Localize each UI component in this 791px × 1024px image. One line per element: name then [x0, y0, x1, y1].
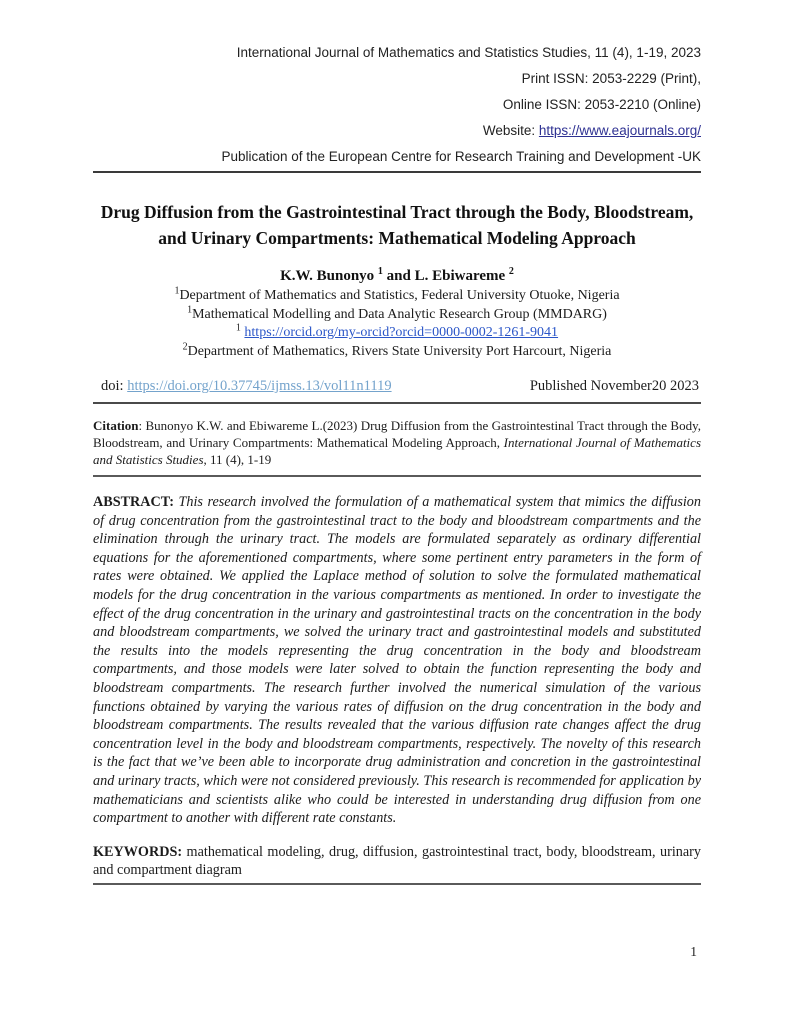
page-number: 1 — [690, 944, 697, 959]
abstract-body: This research involved the formulation of a mathematical system that mimics the diffusion of drug concentration from the gastrointestinal tract to the body and bloodstream compartments and the elimination through the urinary tract. The models are formulated separately as ordinary differential equations for the aforementioned compartments, where some pertinent entry parameters in the form of rates were obtained. We applied the Laplace method of solution to solve the formulated mathematical models for the drug concentration in the various compartments as mentioned. In order to investigate the effect of the drug concentration in the urinary and gastrointestinal tracts on the concentration in the body and bloodstream compartments, we solved the urinary tract and gastrointestinal models and substituted the results into the models representing the drug concentration in the body and bloodstream compartments, and those models were later solved to obtain the function representing the body and bloodstream compartments. The research further involved the numerical simulation of the various functions obtained by varying the various rates of diffusion on the drug concentration in the body and bloodstream compartments. The results revealed that the various diffusion rate changes affect the drug concentration level in the body and bloodstream compartments, respectively. The novelty of this research is the fact that we’ve been able to incorporate drug administration and concretion in the gastrointestinal and urinary tracts, which were not considered previously. This research is recommended for application by mathematicians and scientists alike who could be interested in understanding drug diffusion from one compartment to another with different rate constants. — [93, 494, 701, 827]
abstract-block — [93, 493, 701, 828]
author-1-superscript: 1 — [377, 266, 383, 277]
journal-volume-line: International Journal of Mathematics and Statistics Studies, 11 (4), 1-19, 2023 — [236, 45, 701, 60]
citation-block — [93, 417, 701, 477]
orcid-link[interactable]: https://orcid.org/my-orcid?orcid=0000-0002-1261-9041 — [244, 325, 559, 340]
online-issn-line: Online ISSN: 2053-2210 (Online) — [502, 97, 701, 112]
journal-header — [93, 40, 701, 173]
author-1: K.W. Bunonyo — [280, 268, 375, 284]
affiliation-1 — [93, 287, 701, 306]
website-link[interactable]: https://www.eajournals.org/ — [538, 123, 701, 138]
author-2-superscript: 2 — [508, 266, 514, 277]
citation-tail: , 11 (4), 1-19 — [203, 452, 272, 467]
website-line — [93, 118, 701, 144]
affiliation-3-text: Department of Mathematics, Rivers State University Port Harcourt, Nigeria — [187, 343, 612, 359]
affiliation-2 — [93, 303, 701, 325]
citation-journal-name: International Journal of Mathematics and Statistics Studies — [93, 435, 701, 467]
publication-line: Publication of the European Centre for Research Training and Development -UK — [221, 149, 701, 164]
affiliation-2-superscript: 1 — [187, 303, 193, 315]
affiliation-3-superscript: 2 — [182, 340, 188, 352]
keywords-body: mathematical modeling, drug, diffusion, gastrointestinal tract, body, bloodstream, urinary and compartment diagram — [93, 843, 701, 879]
abstract-label: ABSTRACT: — [93, 494, 174, 510]
affiliation-3 — [93, 340, 701, 362]
doi-left — [101, 378, 392, 395]
citation-text: : Bunonyo K.W. and Ebiwareme L.(2023) Drug Diffusion from the Gastrointestinal Tract through the Body, Bloodstream, and Urinary Compartments: Mathematical Modeling Approach, — [93, 418, 701, 450]
keywords-block — [93, 843, 701, 885]
keywords-label: KEYWORDS: — [93, 843, 183, 860]
doi-label: doi: — [101, 378, 128, 394]
citation-label: Citation — [93, 418, 139, 433]
doi-row — [93, 378, 701, 404]
website-label: Website: — [482, 123, 539, 138]
affiliation-1-superscript: 1 — [174, 285, 180, 297]
affiliations — [93, 287, 701, 361]
author-2: and L. Ebiwareme — [386, 268, 506, 284]
published-date: Published November20 2023 — [529, 378, 699, 394]
orcid-line — [93, 324, 701, 343]
orcid-superscript: 1 — [235, 322, 241, 334]
affiliation-1-text: Department of Mathematics and Statistics, Federal University Otuoke, Nigeria — [179, 288, 620, 303]
print-issn-line: Print ISSN: 2053-2229 (Print), — [521, 71, 701, 86]
authors-line — [93, 268, 701, 285]
affiliation-2-text: Mathematical Modelling and Data Analytic Research Group (MMDARG) — [192, 306, 607, 322]
page-title: Drug Diffusion from the Gastrointestinal Tract through the Body, Bloodstream, and Urinary Compartments: Mathematical Modeling Approach — [100, 202, 694, 248]
doi-link[interactable]: https://doi.org/10.37745/ijmss.13/vol11n1119 — [127, 378, 392, 394]
